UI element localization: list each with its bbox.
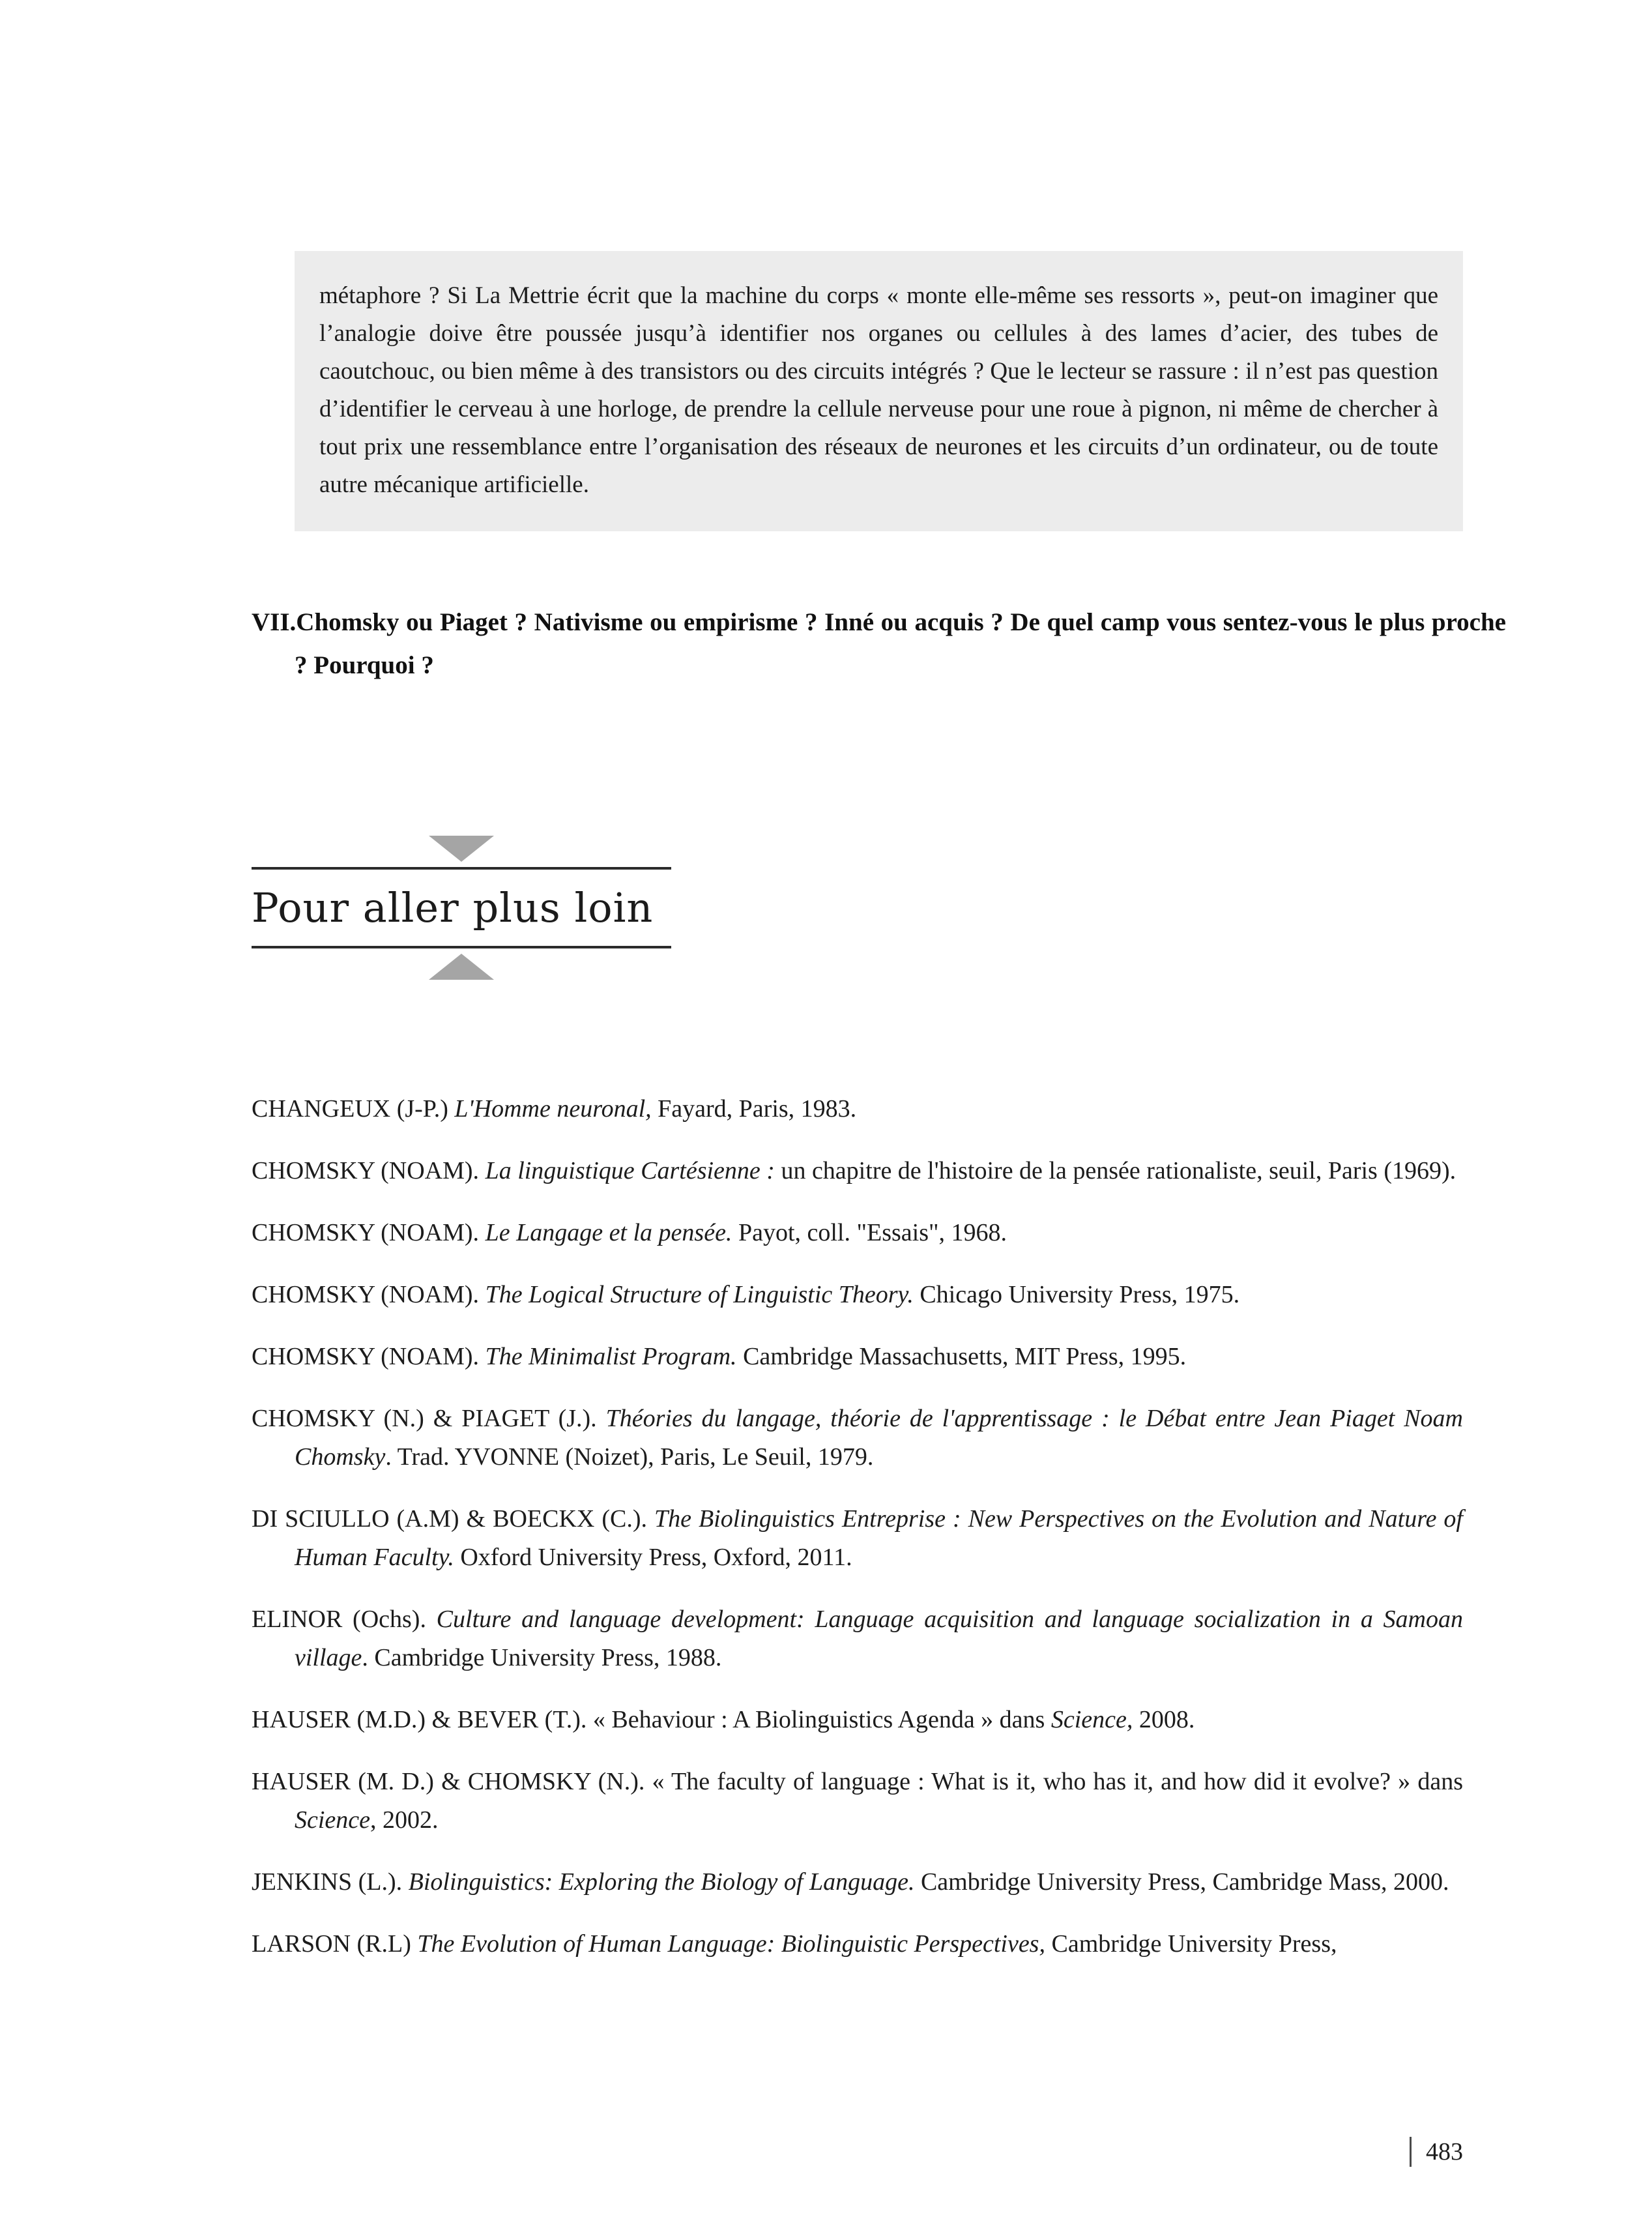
reference-author: CHOMSKY (NOAM).	[252, 1281, 485, 1308]
reference-title: L'Homme neuronal,	[454, 1095, 652, 1123]
reference-entry	[252, 1925, 1463, 1963]
reference-publication: Cambridge Massachusetts, MIT Press, 1995.	[743, 1343, 1187, 1370]
reference-author: CHOMSKY (NOAM).	[252, 1157, 485, 1184]
section-header	[252, 836, 671, 980]
reference-entry	[252, 1276, 1463, 1314]
section-rule-bottom	[252, 946, 671, 948]
reference-publication: 2008.	[1133, 1706, 1195, 1733]
reference-publication: , 2002.	[370, 1806, 439, 1834]
reference-author: LARSON (R.L)	[252, 1930, 418, 1958]
reference-title: The Logical Structure of Linguistic Theory.	[485, 1281, 920, 1308]
reference-entry	[252, 1600, 1463, 1677]
reference-author: CHOMSKY (NOAM).	[252, 1219, 485, 1246]
reference-publication: . Trad. YVONNE (Noizet), Paris, Le Seuil, 1979.	[385, 1443, 874, 1471]
reference-publication: . Cambridge University Press, 1988.	[362, 1644, 722, 1671]
reference-title: The Evolution of Human Language: Biolinguistic Perspectives,	[417, 1930, 1052, 1958]
quote-text: métaphore ? Si La Mettrie écrit que la machine du corps « monte elle-même ses ressorts », peut-on imaginer que l’analogie doive être poussée jusqu’à identifier nos organes ou cellules à des lames d’acier, des tubes de caoutchouc, ou bien même à des transistors ou des circuits intégrés ? Que le lecteur se rassure : il n’est pas question d’identifier le cerveau à une horloge, de prendre la cellule nerveuse pour une roue à pignon, ni même de chercher à tout prix une ressemblance entre l’organisation des réseaux de neurones et les circuits d’un ordinateur, ou de toute autre mécanique artificielle.	[319, 282, 1438, 498]
page-number-divider	[1410, 2137, 1412, 2167]
reference-title: The Biolinguistics Entreprise : New Perspectives on the Evolution and Nature of Human Faculty.	[295, 1505, 1463, 1571]
section-title: Pour aller plus loin	[252, 884, 654, 932]
triangle-up-icon	[429, 954, 494, 980]
reference-title: Le Langage et la pensée.	[485, 1219, 738, 1246]
reference-author: HAUSER (M. D.) & CHOMSKY (N.). « The faculty of language : What is it, who has it, and how did it evolve? » dans	[252, 1768, 1463, 1795]
reference-title: Théories du langage, théorie de l'apprentissage : le Débat entre Jean Piaget Noam Chomsky	[295, 1405, 1463, 1471]
reference-author: CHOMSKY (NOAM).	[252, 1343, 485, 1370]
reference-publication: Payot, coll. "Essais", 1968.	[738, 1219, 1007, 1246]
reference-entry	[252, 1214, 1463, 1252]
reference-entry	[252, 1763, 1463, 1840]
reference-publication: Fayard, Paris, 1983.	[651, 1095, 857, 1123]
reference-author: HAUSER (M.D.) & BEVER (T.). « Behaviour : A Biolinguistics Agenda » dans	[252, 1706, 1051, 1733]
question-text: Chomsky ou Piaget ? Nativisme ou empirisme ? Inné ou acquis ? De quel camp vous sentez-vous le plus proche ? Pourquoi ?	[295, 608, 1506, 679]
reference-publication: Cambridge University Press,	[1051, 1930, 1337, 1958]
reference-author: JENKINS (L.).	[252, 1868, 409, 1896]
reference-title: The Minimalist Program.	[485, 1343, 744, 1370]
reference-entry	[252, 1400, 1463, 1476]
reference-author: CHANGEUX (J-P.)	[252, 1095, 455, 1123]
reference-publication: Cambridge University Press, Cambridge Mass, 2000.	[920, 1868, 1449, 1896]
question-numeral: VII.	[252, 608, 297, 636]
page-number-value: 483	[1426, 2138, 1463, 2166]
reference-author: CHOMSKY (N.) & PIAGET (J.).	[252, 1405, 606, 1432]
reference-entry	[252, 1500, 1463, 1577]
reference-entry	[252, 1701, 1463, 1739]
reference-title: Science	[295, 1806, 371, 1834]
reference-publication: Chicago University Press, 1975.	[920, 1281, 1240, 1308]
reference-title: La linguistique Cartésienne :	[485, 1157, 781, 1184]
reference-author: ELINOR (Ochs).	[252, 1606, 437, 1633]
reference-entry	[252, 1863, 1463, 1902]
reference-publication: un chapitre de l'histoire de la pensée rationaliste, seuil, Paris (1969).	[781, 1157, 1456, 1184]
reference-entry	[252, 1090, 1463, 1128]
question-heading	[252, 601, 1506, 687]
section-rule-top	[252, 867, 671, 870]
triangle-down-icon	[429, 836, 494, 862]
quote-block	[295, 251, 1463, 531]
references-list	[252, 1090, 1463, 1963]
reference-publication: Oxford University Press, Oxford, 2011.	[460, 1544, 852, 1571]
reference-entry	[252, 1338, 1463, 1376]
page-number	[1410, 2137, 1463, 2167]
reference-title: Science,	[1051, 1706, 1133, 1733]
reference-author: DI SCIULLO (A.M) & BOECKX (C.).	[252, 1505, 654, 1533]
reference-title: Culture and language development: Language acquisition and language socialization in a Samoan village	[295, 1606, 1463, 1671]
reference-title: Biolinguistics: Exploring the Biology of Language.	[408, 1868, 921, 1896]
reference-entry	[252, 1152, 1463, 1190]
